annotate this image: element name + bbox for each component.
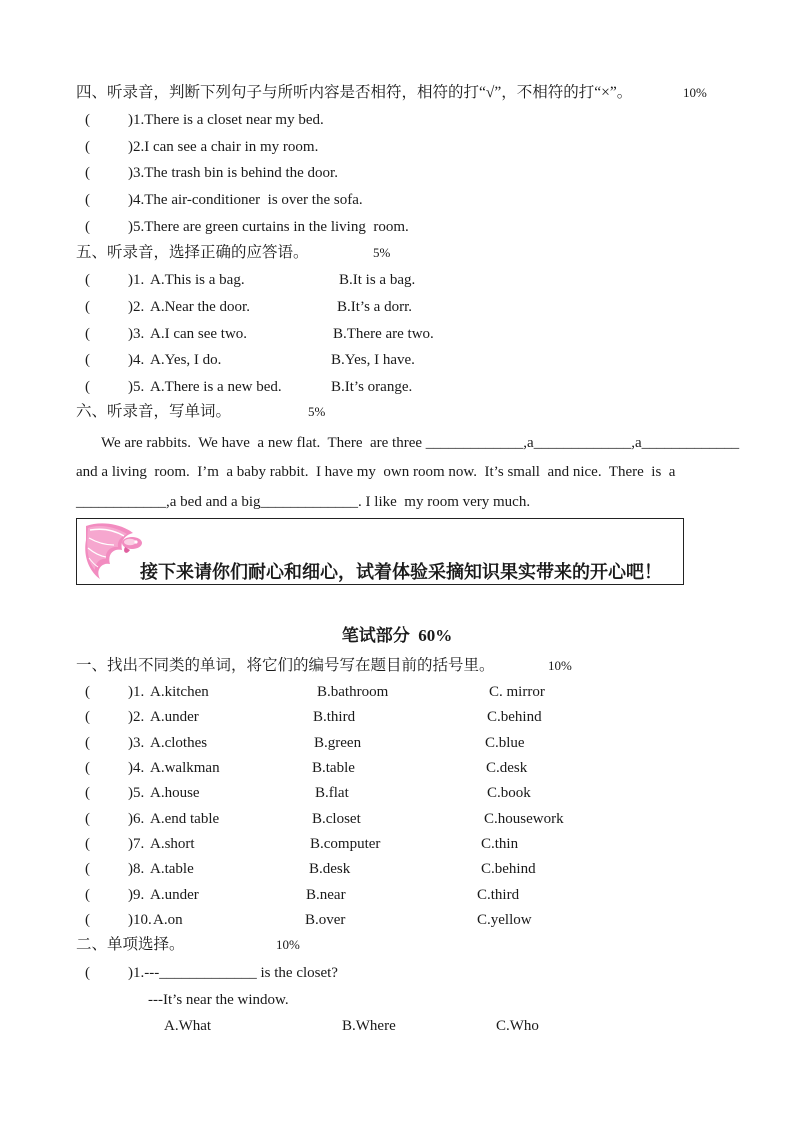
option-a: A.walkman bbox=[150, 760, 220, 776]
option-c: C. mirror bbox=[489, 684, 545, 700]
answer-bracket-close: ) bbox=[128, 192, 133, 208]
section-5-score: 5% bbox=[373, 245, 391, 260]
section-4-score: 10% bbox=[683, 85, 707, 100]
choice-item-1-answer bbox=[0, 990, 794, 1010]
option-a: A.table bbox=[150, 861, 194, 877]
answer-bracket-open: ( bbox=[85, 836, 90, 852]
answer-bracket-open: ( bbox=[85, 684, 90, 700]
answer-bracket-open: ( bbox=[85, 785, 90, 801]
item-lead bbox=[128, 707, 144, 727]
answer-bracket-open: ( bbox=[85, 811, 90, 827]
section-6-score: 5% bbox=[308, 404, 326, 419]
response-item-5 bbox=[0, 377, 794, 397]
option-a: A.kitchen bbox=[150, 684, 209, 700]
item-number: 5. bbox=[133, 785, 145, 801]
answer-bracket-close: ) bbox=[128, 352, 133, 368]
answer-bracket-open: ( bbox=[85, 352, 90, 368]
passage-line-1: We are rabbits. We have a new flat. There are three _____________,a_____________,a_____________ bbox=[101, 435, 740, 451]
answer-bracket-close: ) bbox=[128, 785, 133, 801]
answer-bracket-open: ( bbox=[85, 735, 90, 751]
section-4-heading: 四、听录音，判断下列句子与所听内容是否相符，相符的打“√”，不相符的打“×”。 bbox=[76, 84, 633, 101]
option-b: B.It’s orange. bbox=[331, 379, 413, 395]
item-number: 1. bbox=[133, 112, 145, 128]
answer-bracket-open: ( bbox=[85, 861, 90, 877]
answer-bracket-open: ( bbox=[85, 379, 90, 395]
answer-bracket-close: ) bbox=[128, 326, 133, 342]
item-number: 10. bbox=[133, 912, 152, 928]
answer-bracket-open: ( bbox=[85, 299, 90, 315]
item-lead bbox=[128, 324, 144, 344]
item-number: 2. bbox=[133, 709, 145, 725]
item-number: 1. bbox=[133, 965, 145, 981]
answer-bracket-close: ) bbox=[128, 112, 133, 128]
answer-bracket-open: ( bbox=[85, 887, 90, 903]
item-number: 4. bbox=[133, 760, 145, 776]
question-text: ---_____________ is the closet? bbox=[144, 965, 338, 981]
item-number: 7. bbox=[133, 836, 145, 852]
statement: There are green curtains in the living room. bbox=[144, 219, 409, 235]
option-a: A.end table bbox=[150, 811, 220, 827]
option-c: C.behind bbox=[481, 861, 536, 877]
judge-item-4 bbox=[0, 190, 794, 210]
judge-item-text bbox=[128, 110, 324, 130]
odd-item-3 bbox=[0, 733, 794, 753]
item-lead bbox=[128, 733, 144, 753]
odd-item-4 bbox=[0, 758, 794, 778]
item-lead bbox=[128, 834, 144, 854]
item-lead bbox=[128, 758, 144, 778]
option-c: C.third bbox=[477, 887, 520, 903]
item-number: 2. bbox=[133, 299, 145, 315]
judge-item-1 bbox=[0, 110, 794, 130]
statement: The air-conditioner is over the sofa. bbox=[144, 192, 363, 208]
option-c: C.blue bbox=[485, 735, 525, 751]
item-number: 6. bbox=[133, 811, 145, 827]
answer-bracket-open: ( bbox=[85, 912, 90, 928]
item-lead bbox=[128, 809, 144, 829]
response-item-1 bbox=[0, 270, 794, 290]
item-lead bbox=[128, 885, 144, 905]
answer-bracket-open: ( bbox=[85, 165, 90, 181]
answer-bracket-close: ) bbox=[128, 912, 133, 928]
option-c: C.desk bbox=[486, 760, 528, 776]
answer-bracket-close: ) bbox=[128, 684, 133, 700]
answer-bracket-open: ( bbox=[85, 272, 90, 288]
answer-bracket-close: ) bbox=[128, 887, 133, 903]
answer-line: ---It’s near the window. bbox=[148, 992, 289, 1008]
answer-bracket-close: ) bbox=[128, 272, 133, 288]
passage-line-3: ____________,a bed and a big_____________. I like my room very much. bbox=[76, 494, 531, 510]
item-lead bbox=[128, 377, 144, 397]
odd-item-5 bbox=[0, 783, 794, 803]
odd-item-1 bbox=[0, 682, 794, 702]
question-stem bbox=[128, 963, 338, 983]
item-number: 5. bbox=[133, 219, 145, 235]
item-number: 8. bbox=[133, 861, 145, 877]
judge-item-3 bbox=[0, 163, 794, 183]
option-b: B.desk bbox=[309, 861, 351, 877]
answer-bracket-close: ) bbox=[128, 219, 133, 235]
option-b: B.flat bbox=[315, 785, 349, 801]
answer-bracket-open: ( bbox=[85, 965, 90, 981]
single-choice-score: 10% bbox=[276, 937, 300, 952]
answer-bracket-close: ) bbox=[128, 760, 133, 776]
option-b: B.table bbox=[312, 760, 355, 776]
option-a: A.Yes, I do. bbox=[150, 352, 222, 368]
option-a: A.under bbox=[150, 887, 199, 903]
answer-bracket-open: ( bbox=[85, 192, 90, 208]
option-c: C.book bbox=[487, 785, 531, 801]
statement: I can see a chair in my room. bbox=[144, 139, 319, 155]
banner-text: 接下来请你们耐心和细心，试着体验采摘知识果实带来的开心吧！ bbox=[140, 562, 662, 582]
option-b: B.It’s a dorr. bbox=[337, 299, 412, 315]
item-lead bbox=[128, 859, 144, 879]
answer-bracket-close: ) bbox=[128, 379, 133, 395]
option-b: B.It is a bag. bbox=[339, 272, 416, 288]
answer-bracket-open: ( bbox=[85, 760, 90, 776]
option-a: A.Near the door. bbox=[150, 299, 250, 315]
item-number: 4. bbox=[133, 192, 145, 208]
option-b: B.third bbox=[313, 709, 356, 725]
option-a: A.There is a new bed. bbox=[150, 379, 282, 395]
odd-one-out-heading: 一、找出不同类的单词，将它们的编号写在题目前的括号里。 bbox=[76, 657, 495, 674]
answer-bracket-close: ) bbox=[128, 811, 133, 827]
judge-item-text bbox=[128, 217, 409, 237]
option-a: A.house bbox=[150, 785, 200, 801]
odd-item-10 bbox=[0, 910, 794, 930]
option-c: C.yellow bbox=[477, 912, 532, 928]
answer-bracket-close: ) bbox=[128, 139, 133, 155]
odd-item-2 bbox=[0, 707, 794, 727]
item-number: 3. bbox=[133, 326, 145, 342]
option-a: A.I can see two. bbox=[150, 326, 248, 342]
option-b: B.computer bbox=[310, 836, 381, 852]
answer-bracket-close: ) bbox=[128, 709, 133, 725]
option-b: B.green bbox=[314, 735, 362, 751]
item-number: 5. bbox=[133, 379, 145, 395]
answer-bracket-open: ( bbox=[85, 139, 90, 155]
judge-item-2 bbox=[0, 137, 794, 157]
judge-item-text bbox=[128, 137, 318, 157]
option-a: A.short bbox=[150, 836, 195, 852]
answer-bracket-open: ( bbox=[85, 112, 90, 128]
odd-item-8 bbox=[0, 859, 794, 879]
item-number: 2. bbox=[133, 139, 145, 155]
section-6-heading: 六、听录音，写单词。 bbox=[76, 403, 232, 420]
option-c: C.behind bbox=[487, 709, 542, 725]
option-a: A.This is a bag. bbox=[150, 272, 245, 288]
answer-bracket-close: ) bbox=[128, 299, 133, 315]
option-c: C.housework bbox=[484, 811, 564, 827]
encouragement-banner bbox=[76, 518, 684, 585]
item-number: 4. bbox=[133, 352, 145, 368]
answer-bracket-close: ) bbox=[128, 836, 133, 852]
item-lead bbox=[128, 350, 144, 370]
option-b: B.closet bbox=[312, 811, 361, 827]
option-b: B.near bbox=[306, 887, 346, 903]
odd-item-7 bbox=[0, 834, 794, 854]
option-a: A.clothes bbox=[150, 735, 208, 751]
pink-ornament-icon bbox=[80, 520, 144, 582]
option-a: A.What bbox=[164, 1018, 212, 1034]
answer-bracket-close: ) bbox=[128, 735, 133, 751]
option-a: A.under bbox=[150, 709, 199, 725]
answer-bracket-open: ( bbox=[85, 326, 90, 342]
passage-line-2: and a living room. I’m a baby rabbit. I have my own room now. It’s small and nice. There is a bbox=[76, 464, 676, 480]
choice-item-1 bbox=[0, 963, 794, 983]
option-c: C.Who bbox=[496, 1018, 539, 1034]
choice-item-1-options bbox=[0, 1016, 794, 1036]
option-b: B.over bbox=[305, 912, 346, 928]
section-5-heading: 五、听录音，选择正确的应答语。 bbox=[76, 244, 309, 261]
answer-bracket-open: ( bbox=[85, 709, 90, 725]
item-number: 1. bbox=[133, 684, 145, 700]
single-choice-heading: 二、单项选择。 bbox=[76, 936, 185, 953]
option-c: C.thin bbox=[481, 836, 519, 852]
option-b: B.bathroom bbox=[317, 684, 389, 700]
item-number: 3. bbox=[133, 735, 145, 751]
statement: There is a closet near my bed. bbox=[144, 112, 324, 128]
judge-item-text bbox=[128, 163, 338, 183]
item-number: 9. bbox=[133, 887, 145, 903]
item-lead bbox=[128, 910, 152, 930]
response-item-4 bbox=[0, 350, 794, 370]
answer-bracket-close: ) bbox=[128, 965, 133, 981]
odd-one-out-score: 10% bbox=[548, 658, 572, 673]
item-lead bbox=[128, 297, 144, 317]
answer-bracket-close: ) bbox=[128, 861, 133, 877]
option-b: B.Where bbox=[342, 1018, 396, 1034]
item-lead bbox=[128, 783, 144, 803]
item-number: 3. bbox=[133, 165, 145, 181]
judge-item-5 bbox=[0, 217, 794, 237]
item-number: 1. bbox=[133, 272, 145, 288]
option-b: B.There are two. bbox=[333, 326, 434, 342]
written-part-title: 笔试部分 60% bbox=[341, 626, 453, 645]
option-a: A.on bbox=[153, 912, 183, 928]
odd-item-9 bbox=[0, 885, 794, 905]
item-lead bbox=[128, 270, 144, 290]
odd-item-6 bbox=[0, 809, 794, 829]
response-item-3 bbox=[0, 324, 794, 344]
answer-bracket-close: ) bbox=[128, 165, 133, 181]
response-item-2 bbox=[0, 297, 794, 317]
answer-bracket-open: ( bbox=[85, 219, 90, 235]
judge-item-text bbox=[128, 190, 363, 210]
statement: The trash bin is behind the door. bbox=[144, 165, 338, 181]
option-b: B.Yes, I have. bbox=[331, 352, 415, 368]
item-lead bbox=[128, 682, 144, 702]
